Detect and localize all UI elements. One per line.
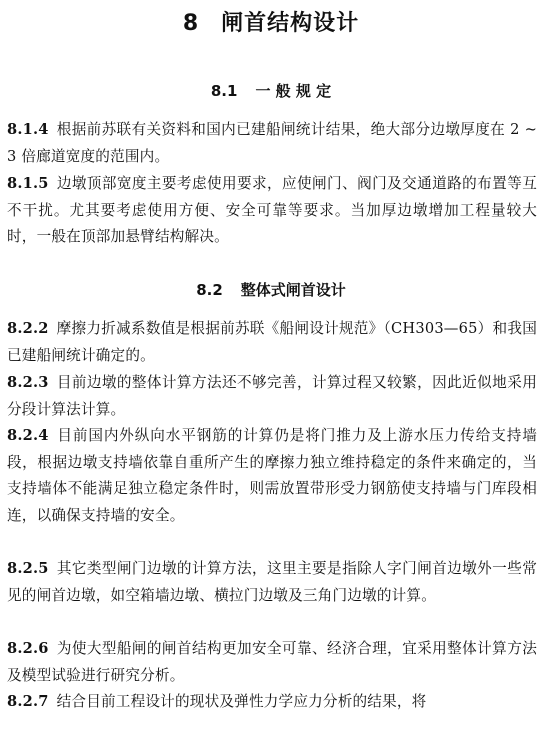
clause-8-2-3 (7, 370, 537, 423)
section-number: 8.1 (210, 82, 238, 100)
section-title-text: 整体式闸首设计 (240, 281, 346, 299)
clause-text: 为使大型船闸的闸首结构更加安全可靠、经济合理，宜采用整体计算方法及模型试验进行研究分析。 (7, 640, 537, 684)
clause-text: 根据前苏联有关资料和国内已建船闸统计结果，绝大部分边墩厚度在 2 ~ 3 倍廊道宽度的范围内。 (7, 121, 537, 165)
clause-text: 摩擦力折减系数值是根据前苏联《船闸设计规范》（CH303—65）和我国已建船闸统计确定的。 (7, 320, 537, 364)
section-title-8-1 (0, 81, 542, 101)
clause-text: 结合目前工程设计的现状及弹性力学应力分析的结果，将 (56, 693, 427, 710)
clause-8-2-4 (7, 423, 537, 529)
clause-number: 8.2.7 (7, 693, 49, 710)
chapter-number: 8 (182, 11, 200, 36)
clause-8-2-7 (7, 689, 537, 716)
clause-8-1-4 (7, 117, 537, 170)
section-title-text: 一 般 规 定 (255, 82, 332, 100)
clause-number: 8.2.6 (7, 640, 49, 657)
clause-number: 8.1.5 (7, 175, 49, 192)
clause-8-1-5 (7, 171, 537, 251)
chapter-title-text: 闸首结构设计 (221, 11, 360, 36)
clause-number: 8.2.4 (7, 427, 49, 444)
clause-text: 边墩顶部宽度主要考虑使用要求，应使闸门、阀门及交通道路的布置等互不干扰。尤其要考虑使用方便、安全可靠等要求。当加厚边墩增加工程量较大时，一般在顶部加悬臂结构解决。 (7, 175, 537, 245)
chapter-title (0, 6, 542, 37)
clause-number: 8.2.2 (7, 320, 49, 337)
clause-text: 目前边墩的整体计算方法还不够完善，计算过程又较繁，因此近似地采用分段计算法计算。 (7, 374, 537, 418)
clause-8-2-6 (7, 636, 537, 689)
clause-8-2-2 (7, 316, 537, 369)
clause-number: 8.1.4 (7, 121, 49, 138)
clause-text: 目前国内外纵向水平钢筋的计算仍是将门推力及上游水压力传给支持墙段，根据边墩支持墙依靠自重所产生的摩擦力独立维持稳定的条件来确定的，当支持墙体不能满足独立稳定条件时，则需放置带形受力钢筋使支持墙与门库段相连，以确保支持墙的安全。 (7, 427, 537, 524)
section-title-8-2 (0, 280, 542, 300)
clause-text: 其它类型闸门边墩的计算方法，这里主要是指除人字门闸首边墩外一些常见的闸首边墩，如空箱墙边墩、横拉门边墩及三角门边墩的计算。 (7, 560, 537, 604)
clause-number: 8.2.3 (7, 374, 49, 391)
clause-8-2-5 (7, 556, 537, 609)
section-number: 8.2 (196, 281, 223, 299)
clause-number: 8.2.5 (7, 560, 49, 577)
